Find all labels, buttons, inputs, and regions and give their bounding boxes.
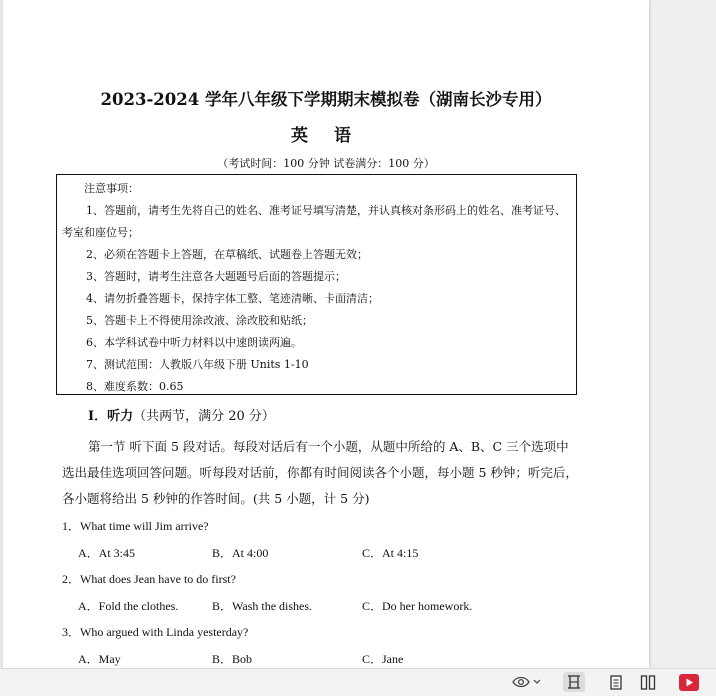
fit-width-icon: [567, 675, 581, 689]
presentation-icon: [679, 674, 699, 691]
question-stem: 1．What time will Jim arrive?: [62, 519, 209, 533]
section-number: I．: [88, 409, 108, 424]
instruction-line: 各小题将给出 5 秒钟的作答时间。(共 5 小题，计 5 分): [62, 491, 370, 506]
two-page-icon: [640, 675, 656, 690]
notice-item: 7、测试范围：人教版八年级下册 Units 1-10: [86, 358, 309, 371]
eye-icon: [512, 675, 542, 689]
exam-info: （考试时间：100 分钟 试卷满分：100 分）: [217, 157, 435, 170]
question-option: B．Bob: [212, 652, 253, 666]
two-page-button[interactable]: [637, 672, 659, 692]
question-stem: 3．Who argued with Linda yesterday?: [62, 625, 249, 639]
notice-item: 1、答题前，请考生先将自己的姓名、准考证号填写清楚，并认真核对条形码上的姓名、准考证号、: [86, 204, 566, 217]
notice-item: 4、请勿折叠答题卡，保持字体工整、笔迹清晰、卡面清洁；: [86, 292, 379, 305]
notice-item: 6、本学科试卷中听力材料以中速朗读两遍。: [86, 336, 302, 349]
question-option: C．At 4:15: [362, 546, 419, 560]
notice-item: 3、答题时，请考生注意各大题题号后面的答题提示；: [86, 270, 346, 283]
instruction-line: 选出最佳选项回答问题。听每段对话前，你都有时间阅读各个小题，每小题 5 秒钟；听完后，: [62, 465, 578, 480]
question-option: A．At 3:45: [78, 546, 136, 560]
notice-item: 5、答题卡上不得使用涂改液、涂改胶和贴纸；: [86, 314, 313, 327]
single-page-button[interactable]: [605, 672, 627, 692]
section-heading: [88, 405, 275, 424]
question-option: B．Wash the dishes.: [212, 599, 313, 613]
instruction-line: 第一节 听下面 5 段对话。每段对话后有一个小题，从题中所给的 A、B、C 三个选项中: [88, 439, 569, 454]
question-option: A．Fold the clothes.: [78, 599, 179, 613]
notice-heading: 注意事项：: [84, 182, 139, 195]
notice-item: 考室和座位号；: [62, 226, 139, 239]
question-stem: 2．What does Jean have to do first?: [62, 572, 236, 586]
single-page-icon: [609, 675, 623, 690]
fit-width-button[interactable]: [563, 672, 585, 692]
viewer-statusbar: [0, 668, 716, 696]
question-option: C．Do her homework.: [362, 599, 473, 613]
document-title: 2023-2024 学年八年级下学期期末模拟卷（湖南长沙专用）: [100, 90, 552, 109]
question-option: A．May: [78, 652, 121, 666]
presentation-button[interactable]: [678, 672, 700, 692]
notice-item: 8、难度系数：0.65: [86, 380, 184, 393]
subject-title: 英 语: [291, 126, 361, 146]
notice-item: 2、必须在答题卡上答题，在草稿纸、试题卷上答题无效；: [86, 248, 368, 261]
section-detail: （共两节，满分 20 分）: [133, 409, 275, 424]
viewer-background: [649, 0, 716, 668]
section-name: 听力: [107, 409, 134, 424]
question-option: C．Jane: [362, 652, 404, 666]
question-option: B．At 4:00: [212, 546, 269, 560]
view-mode-button[interactable]: [510, 672, 544, 692]
